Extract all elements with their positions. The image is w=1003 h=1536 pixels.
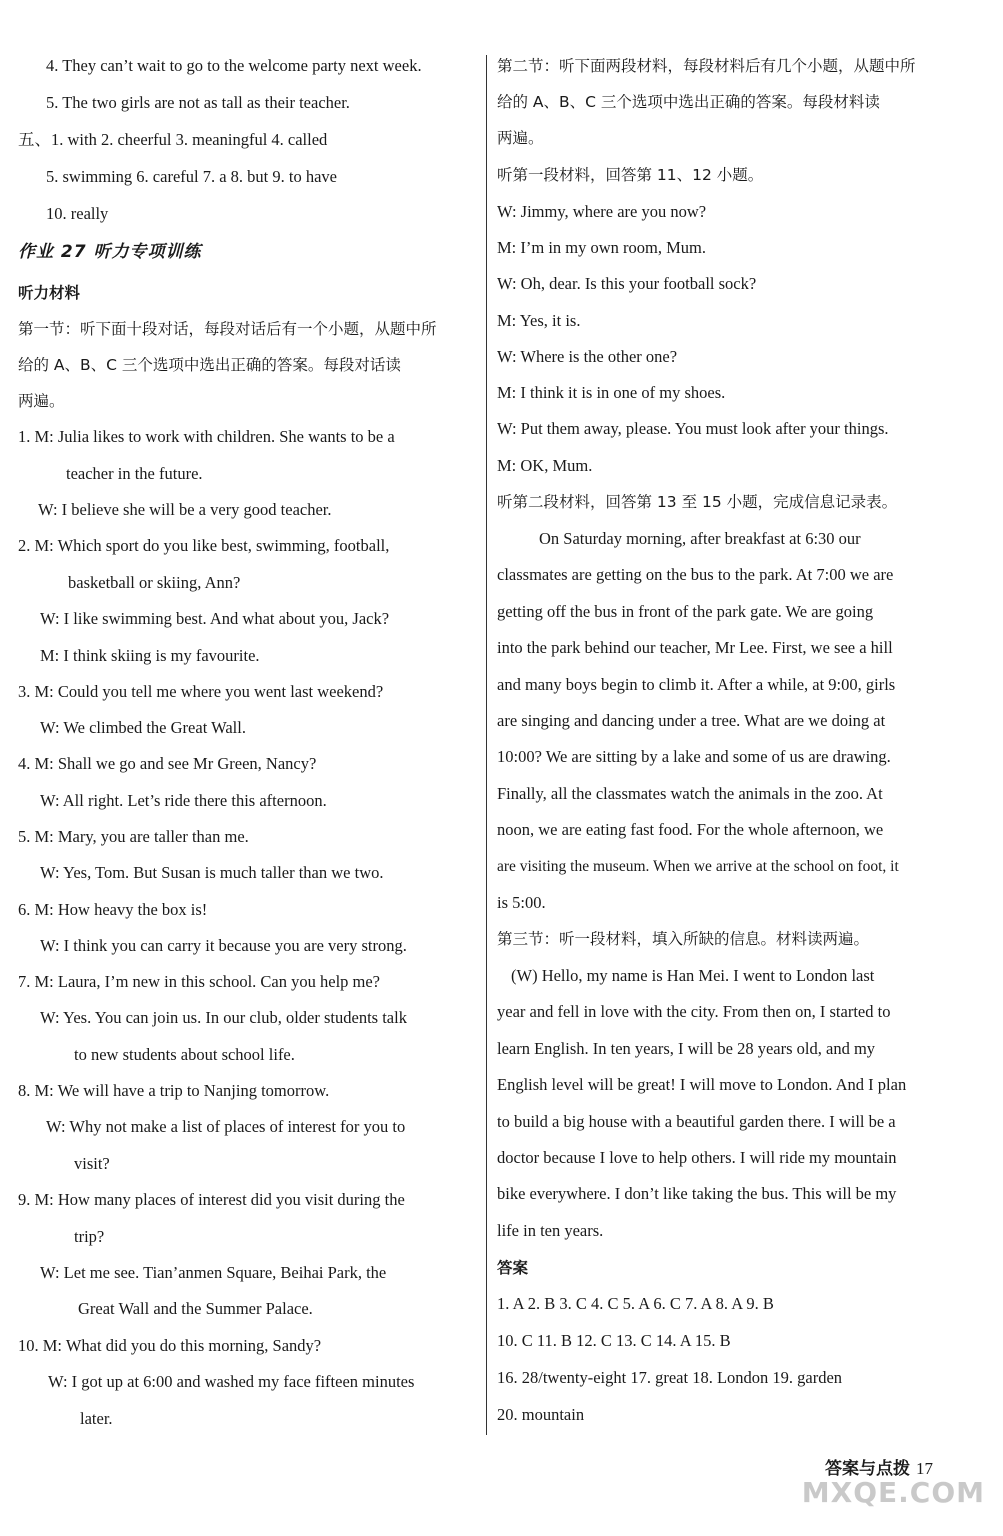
text-line: 五、1. with 2. cheerful 3. meaningful 4. called	[18, 130, 328, 149]
dialogue-line: W: All right. Let’s ride there this afternoon.	[40, 791, 327, 810]
footer-label: 答案与点拨	[825, 1459, 910, 1479]
dialogue-line: W: Jimmy, where are you now?	[497, 202, 707, 221]
passage-line: Finally, all the classmates watch the animals in the zoo. At	[497, 784, 883, 803]
passage-line: On Saturday morning, after breakfast at 6:30 our	[539, 529, 861, 548]
page-number: 17	[916, 1459, 933, 1478]
text-line: 10. really	[46, 204, 109, 223]
answers-heading: 答案	[497, 1259, 529, 1277]
text-line: 5. swimming 6. careful 7. a 8. but 9. to have	[46, 167, 337, 186]
dialogue-line: W: I think you can carry it because you are very strong.	[40, 936, 407, 955]
passage-line: to build a big house with a beautiful garden there. I will be a	[497, 1112, 896, 1131]
answer-line: 16. 28/twenty-eight 17. great 18. London 19. garden	[497, 1368, 843, 1387]
passage-line: (W) Hello, my name is Han Mei. I went to London last	[511, 966, 875, 985]
dialogue-line: 2. M: Which sport do you like best, swimming, football,	[18, 536, 390, 555]
dialogue-line: 4. M: Shall we go and see Mr Green, Nancy?	[18, 754, 317, 773]
dialogue-line: trip?	[74, 1227, 105, 1246]
dialogue-line: visit?	[74, 1154, 110, 1173]
dialogue-line: W: I believe she will be a very good teacher.	[38, 500, 332, 519]
watermark: MXQE.COM	[801, 1476, 985, 1509]
dialogue-line: 3. M: Could you tell me where you went last weekend?	[18, 682, 384, 701]
text-line: 给的 A、B、C 三个选项中选出正确的答案。每段对话读	[18, 356, 401, 374]
dialogue-line: basketball or skiing, Ann?	[68, 573, 241, 592]
passage-line: doctor because I love to help others. I will ride my mountain	[497, 1148, 897, 1167]
passage-line: getting off the bus in front of the park gate. We are going	[497, 602, 874, 621]
dialogue-line: 5. M: Mary, you are taller than me.	[18, 827, 249, 846]
passage-line: year and fell in love with the city. From then on, I started to	[497, 1002, 891, 1021]
text-line: 听第二段材料，回答第 13 至 15 小题，完成信息记录表。	[497, 493, 898, 511]
passage-line: life in ten years.	[497, 1221, 604, 1240]
section-heading: 作业 27 听力专项训练	[18, 242, 202, 262]
text-line: 两遍。	[497, 129, 544, 147]
text-line: 给的 A、B、C 三个选项中选出正确的答案。每段材料读	[497, 93, 880, 111]
passage-line: noon, we are eating fast food. For the whole afternoon, we	[497, 820, 884, 839]
dialogue-line: 10. M: What did you do this morning, Sandy?	[18, 1336, 322, 1355]
dialogue-line: W: Why not make a list of places of interest for you to	[46, 1117, 406, 1136]
passage-line: into the park behind our teacher, Mr Lee. First, we see a hill	[497, 638, 893, 657]
dialogue-line: to new students about school life.	[74, 1045, 295, 1064]
passage-line: bike everywhere. I don’t like taking the bus. This will be my	[497, 1184, 897, 1203]
passage-line: English level will be great! I will move to London. And I plan	[497, 1075, 907, 1094]
text-line: 第一节：听下面十段对话，每段对话后有一个小题，从题中所	[18, 320, 437, 338]
text-line: 4. They can’t wait to go to the welcome party next week.	[46, 56, 422, 75]
text-line: 5. The two girls are not as tall as their teacher.	[46, 93, 350, 112]
passage-line: are visiting the museum. When we arrive at the school on foot, it	[497, 858, 899, 875]
dialogue-line: W: Oh, dear. Is this your football sock?	[497, 274, 757, 293]
passage-line: classmates are getting on the bus to the park. At 7:00 we are	[497, 565, 894, 584]
dialogue-line: 9. M: How many places of interest did you visit during the	[18, 1190, 405, 1209]
text-line: 听第一段材料，回答第 11、12 小题。	[497, 166, 764, 184]
dialogue-line: W: I like swimming best. And what about you, Jack?	[40, 609, 390, 628]
dialogue-line: later.	[80, 1409, 113, 1428]
dialogue-line: M: I think it is in one of my shoes.	[497, 383, 726, 402]
dialogue-line: W: Yes. You can join us. In our club, older students talk	[40, 1008, 407, 1027]
passage-line: learn English. In ten years, I will be 28 years old, and my	[497, 1039, 876, 1058]
dialogue-line: 1. M: Julia likes to work with children. She wants to be a	[18, 427, 395, 446]
dialogue-line: 7. M: Laura, I’m new in this school. Can you help me?	[18, 972, 381, 991]
answer-line: 10. C 11. B 12. C 13. C 14. A 15. B	[497, 1331, 731, 1350]
dialogue-line: M: I think skiing is my favourite.	[40, 646, 260, 665]
dialogue-line: M: Yes, it is.	[497, 311, 581, 330]
dialogue-line: W: I got up at 6:00 and washed my face fifteen minutes	[48, 1372, 415, 1391]
dialogue-line: W: Yes, Tom. But Susan is much taller than we two.	[40, 863, 384, 882]
text-line: 第二节：听下面两段材料，每段材料后有几个小题，从题中所	[497, 57, 916, 75]
passage-line: and many boys begin to climb it. After a while, at 9:00, girls	[497, 675, 896, 694]
passage-line: are singing and dancing under a tree. What are we doing at	[497, 711, 886, 730]
text-line: 第三节：听一段材料，填入所缺的信息。材料读两遍。	[497, 930, 870, 948]
answer-line: 20. mountain	[497, 1405, 585, 1424]
passage-line: 10:00? We are sitting by a lake and some of us are drawing.	[497, 747, 891, 766]
dialogue-line: W: Put them away, please. You must look after your things.	[497, 419, 889, 438]
subheading: 听力材料	[18, 284, 81, 302]
dialogue-line: Great Wall and the Summer Palace.	[78, 1299, 313, 1318]
text-line: 两遍。	[18, 392, 65, 410]
dialogue-line: M: I’m in my own room, Mum.	[497, 238, 706, 257]
dialogue-line: 6. M: How heavy the box is!	[18, 900, 208, 919]
answer-line: 1. A 2. B 3. C 4. C 5. A 6. C 7. A 8. A 9. B	[497, 1294, 774, 1313]
dialogue-line: 8. M: We will have a trip to Nanjing tomorrow.	[18, 1081, 330, 1100]
column-divider	[486, 55, 487, 1435]
dialogue-line: teacher in the future.	[66, 464, 203, 483]
passage-line: is 5:00.	[497, 893, 546, 912]
dialogue-line: M: OK, Mum.	[497, 456, 593, 475]
dialogue-line: W: We climbed the Great Wall.	[40, 718, 246, 737]
dialogue-line: W: Where is the other one?	[497, 347, 678, 366]
dialogue-line: W: Let me see. Tian’anmen Square, Beihai Park, the	[40, 1263, 387, 1282]
